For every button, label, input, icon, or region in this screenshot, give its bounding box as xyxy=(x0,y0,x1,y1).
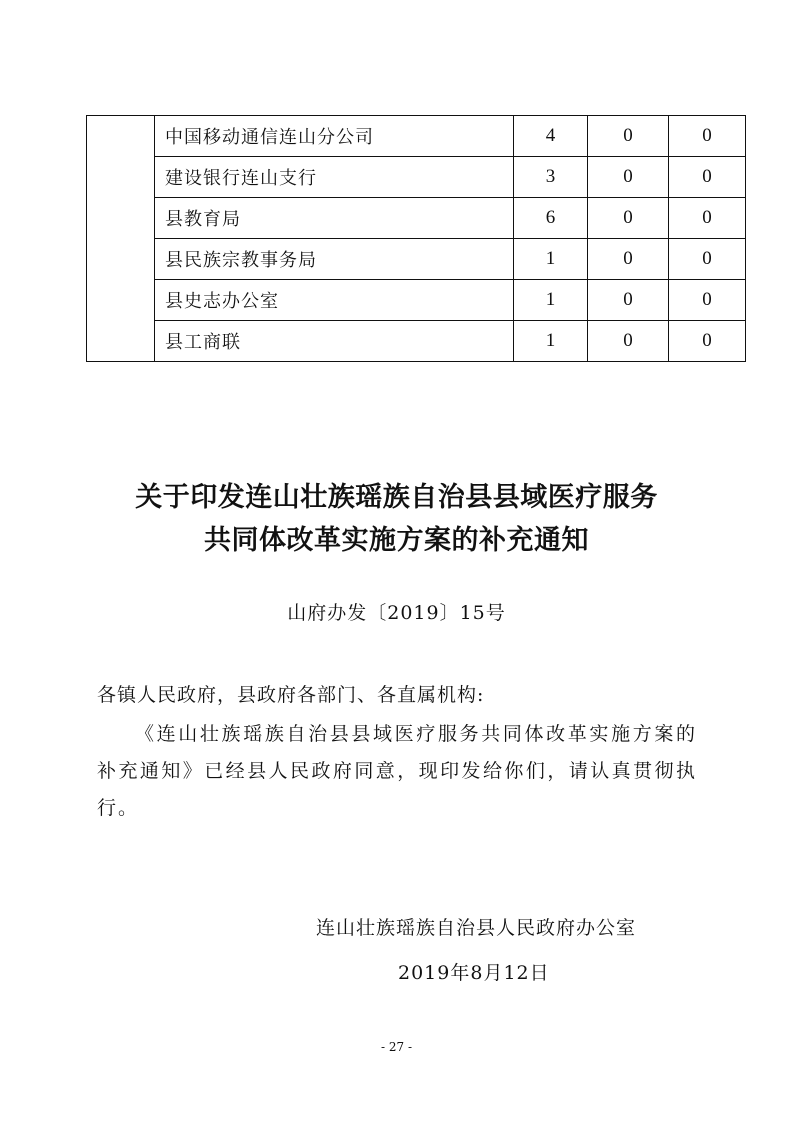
count-cell: 6 xyxy=(514,198,588,239)
unit-name: 县史志办公室 xyxy=(155,280,514,321)
unit-name: 县民族宗教事务局 xyxy=(155,239,514,280)
count-cell: 0 xyxy=(669,321,746,362)
count-cell: 1 xyxy=(514,321,588,362)
count-cell: 1 xyxy=(514,239,588,280)
allocation-table xyxy=(86,115,746,362)
count-cell: 4 xyxy=(514,116,588,157)
notice-body: 《连山壮族瑶族自治县县域医疗服务共同体改革实施方案的补充通知》已经县人民政府同意，现印发给你们，请认真贯彻执行。 xyxy=(97,723,697,819)
unit-name: 中国移动通信连山分公司 xyxy=(155,116,514,157)
document-number: 山府办发〔2019〕15号 xyxy=(287,602,506,624)
count-cell: 0 xyxy=(588,198,669,239)
issuing-office: 连山壮族瑶族自治县人民政府办公室 xyxy=(316,917,637,939)
addressee: 各镇人民政府，县政府各部门、各直属机构: xyxy=(97,684,485,706)
unit-name: 县工商联 xyxy=(155,321,514,362)
table-row xyxy=(87,198,746,239)
count-cell: 0 xyxy=(588,239,669,280)
count-cell: 1 xyxy=(514,280,588,321)
count-cell: 0 xyxy=(588,157,669,198)
page-number: - 27 - xyxy=(380,1040,412,1054)
unit-name: 县教育局 xyxy=(155,198,514,239)
notice-title-line-1: 关于印发连山壮族瑶族自治县县域医疗服务 xyxy=(135,482,658,513)
notice-title-line-2: 共同体改革实施方案的补充通知 xyxy=(204,525,589,556)
table-row xyxy=(87,239,746,280)
table-row xyxy=(87,157,746,198)
count-cell: 0 xyxy=(588,321,669,362)
table-row xyxy=(87,280,746,321)
count-cell: 0 xyxy=(588,280,669,321)
table-row xyxy=(87,116,746,157)
count-cell: 0 xyxy=(669,157,746,198)
count-cell: 0 xyxy=(588,116,669,157)
unit-name: 建设银行连山支行 xyxy=(155,157,514,198)
group-cell xyxy=(87,116,155,362)
count-cell: 0 xyxy=(669,116,746,157)
table-row xyxy=(87,321,746,362)
count-cell: 0 xyxy=(669,280,746,321)
count-cell: 0 xyxy=(669,198,746,239)
count-cell: 3 xyxy=(514,157,588,198)
count-cell: 0 xyxy=(669,239,746,280)
issue-date: 2019年8月12日 xyxy=(398,962,550,984)
